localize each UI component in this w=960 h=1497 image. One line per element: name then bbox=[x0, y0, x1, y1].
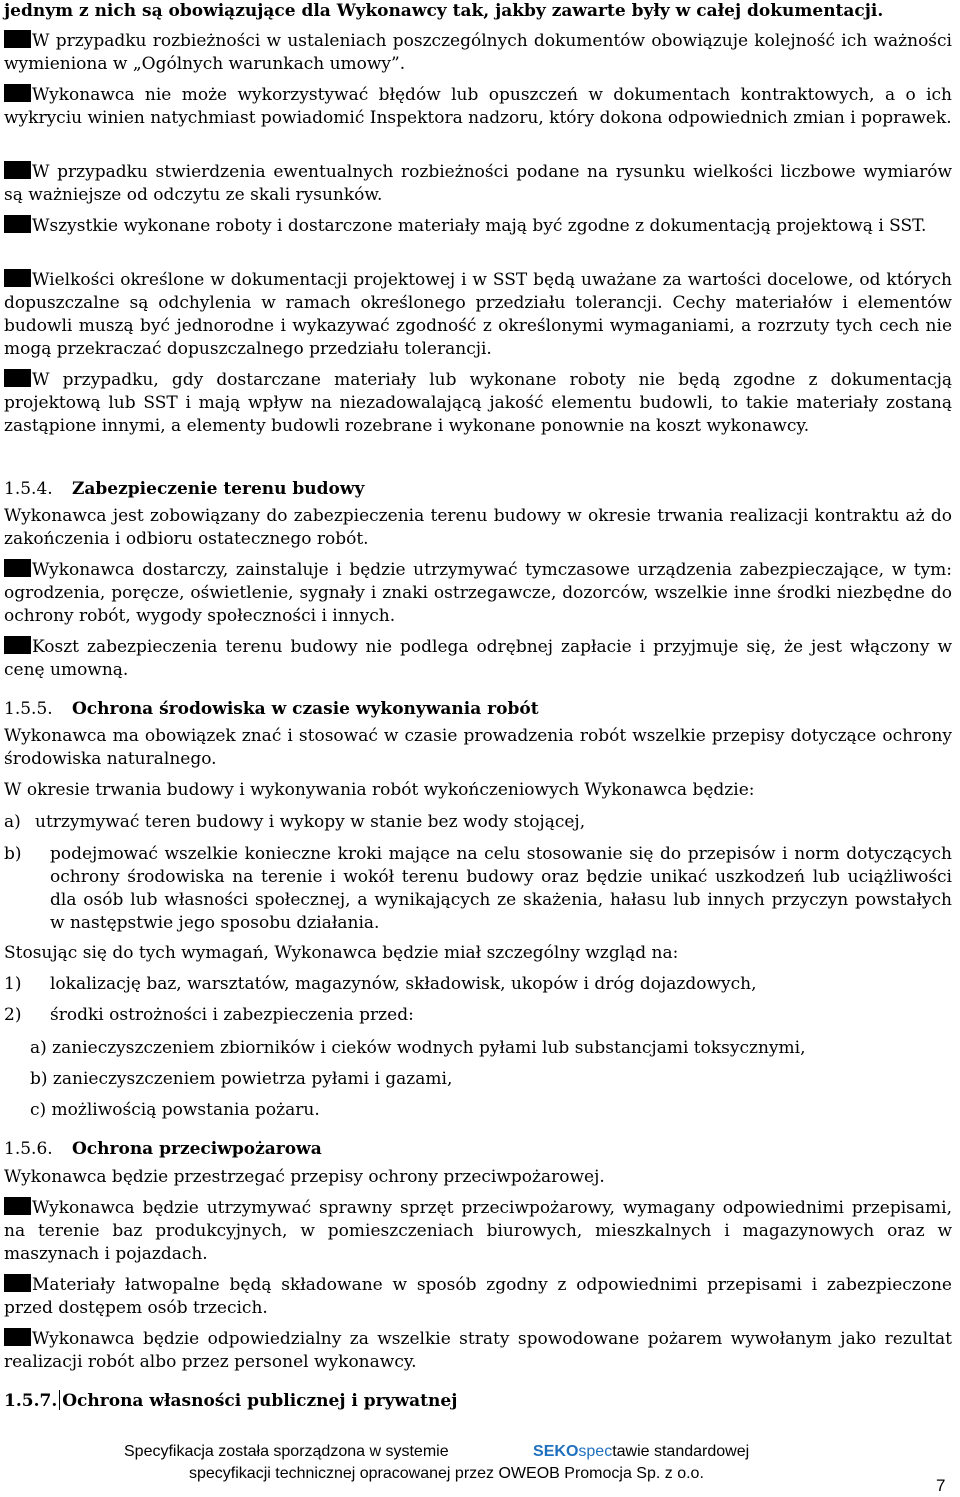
cursor-bar bbox=[59, 1390, 60, 1410]
section-number: 1.5.7. bbox=[4, 1391, 58, 1411]
bullet-marker bbox=[4, 1328, 31, 1346]
paragraph: jednym z nich są obowiązujące dla Wykonawcy tak, jakby zawarte były w całej dokumentacji. bbox=[4, 1, 884, 21]
paragraph bbox=[4, 1274, 952, 1320]
paragraph-text: W przypadku rozbieżności w ustaleniach poszczególnych dokumentów obowiązuje kolejność ich ważności wymieniona w „Ogólnych warunkach umowy”. bbox=[4, 31, 952, 74]
bullet-marker bbox=[4, 636, 31, 654]
section-title: Ochrona własności publicznej i prywatnej bbox=[62, 1391, 458, 1411]
footer-text: Specyfikacja została sporządzona w systemie bbox=[124, 1443, 449, 1460]
paragraph-text: W przypadku, gdy dostarczane materiały lub wykonane roboty nie będą zgodne z dokumentacją projektową lub SST i mają wpływ na niezadowalającą jakość elementu budowli, to takie materiały zostaną zastąpione innymi, a elementy budowli rozebrane i wykonane ponownie na koszt wykonawcy. bbox=[4, 370, 952, 436]
bullet-marker bbox=[4, 559, 31, 577]
list-marker: 2) bbox=[4, 1005, 22, 1025]
list-item bbox=[4, 1004, 952, 1027]
paragraph bbox=[4, 1197, 952, 1266]
section-heading bbox=[4, 1390, 952, 1413]
paragraph bbox=[4, 215, 952, 238]
section-heading bbox=[4, 478, 952, 501]
paragraph-text: Materiały łatwopalne będą składowane w sposób zgodny z odpowiednimi przepisami i zabezpieczone przed dostępem osób trzecich. bbox=[4, 1275, 952, 1318]
section-title: Ochrona środowiska w czasie wykonywania robót bbox=[72, 699, 539, 719]
section-title: Ochrona przeciwpożarowa bbox=[72, 1139, 322, 1159]
paragraph: W okresie trwania budowy i wykonywania robót wykończeniowych Wykonawca będzie: bbox=[4, 780, 755, 800]
list-item-text: lokalizację baz, warsztatów, magazynów, składowisk, ukopów i dróg dojazdowych, bbox=[50, 974, 757, 994]
section-heading bbox=[4, 1138, 952, 1161]
list-marker: a) bbox=[4, 812, 21, 832]
list-marker: b) bbox=[4, 844, 22, 864]
list-item bbox=[4, 973, 952, 996]
sub-list-item: c) możliwością powstania pożaru. bbox=[30, 1100, 320, 1120]
section-title: Zabezpieczenie terenu budowy bbox=[72, 479, 365, 499]
paragraph: Stosując się do tych wymagań, Wykonawca będzie miał szczególny wzgląd na: bbox=[4, 943, 679, 963]
sub-list-item: a) zanieczyszczeniem zbiorników i cieków wodnych pyłami lub substancjami toksycznymi, bbox=[30, 1038, 806, 1058]
paragraph bbox=[4, 84, 952, 130]
list-item-text: podejmować wszelkie konieczne kroki mające na celu stosowanie się do przepisów i norm dotyczących ochrony środowiska na terenie i wokół terenu budowy oraz będzie unikać uszkodzeń lub uciążliwości dla osób lub własności społecznej, a wynikających ze skażenia, hałasu lub innych przyczyn powstałych w następstwie jego sposobu działania. bbox=[50, 844, 952, 933]
paragraph-text: Wielkości określone w dokumentacji projektowej i w SST będą uważane za wartości docelowe, od których dopuszczalne są odchylenia w ramach określonego przedziału tolerancji. Cechy materiałów i elementów budowli muszą być jednorodne i wykazywać zgodność z określonymi wymaganiami, a rozrzuty tych cech nie mogą przekraczać dopuszczalnego przedziału tolerancji. bbox=[4, 270, 952, 359]
paragraph-text: Wykonawca będzie utrzymywać sprawny sprzęt przeciwpożarowy, wymagany odpowiednimi przepisami, na terenie baz produkcyjnych, w pomieszczeniach biurowych, mieszkalnych i magazynowych oraz w maszynach i pojazdach. bbox=[4, 1198, 952, 1264]
paragraph bbox=[4, 369, 952, 438]
bullet-marker bbox=[4, 30, 31, 48]
section-heading bbox=[4, 698, 952, 721]
paragraph-text: Wykonawca dostarczy, zainstaluje i będzie utrzymywać tymczasowe urządzenia zabezpieczające, w tym: ogrodzenia, poręcze, oświetlenie, sygnały i znaki ostrzegawcze, dozorców, wszelkie inne środki niezbędne do ochrony robót, wygody społeczności i innych. bbox=[4, 560, 952, 626]
paragraph: Wykonawca będzie przestrzegać przepisy ochrony przeciwpożarowej. bbox=[4, 1167, 605, 1187]
list-item bbox=[4, 811, 952, 834]
paragraph bbox=[4, 1328, 952, 1374]
list-item bbox=[4, 843, 952, 935]
paragraph bbox=[4, 559, 952, 628]
footer-line-2: specyfikacji technicznej opracowanej przez OWEOB Promocja Sp. z o.o. bbox=[189, 1465, 704, 1482]
paragraph bbox=[4, 30, 952, 76]
bullet-marker bbox=[4, 1197, 31, 1215]
paragraph bbox=[4, 161, 952, 207]
seko-logo-part: SEKO bbox=[533, 1443, 579, 1460]
list-item-text: środki ostrożności i zabezpieczenia przed: bbox=[50, 1005, 414, 1025]
paragraph bbox=[4, 269, 952, 361]
bullet-marker bbox=[4, 84, 31, 102]
paragraph-text: Wykonawca będzie odpowiedzialny za wszelkie straty spowodowane pożarem wywołanym jako rezultat realizacji robót albo przez personel wykonawcy. bbox=[4, 1329, 952, 1372]
paragraph: Wykonawca jest zobowiązany do zabezpieczenia terenu budowy w okresie trwania realizacji kontraktu aż do zakończenia i odbioru ostatecznego robót. bbox=[4, 506, 952, 549]
bullet-marker bbox=[4, 1274, 31, 1292]
sub-list-item: b) zanieczyszczeniem powietrza pyłami i gazami, bbox=[30, 1069, 453, 1089]
paragraph-text: Koszt zabezpieczenia terenu budowy nie podlega odrębnej zapłacie i przyjmuje się, że jest włączony w cenę umowną. bbox=[4, 637, 952, 680]
page-number: 7 bbox=[936, 1476, 946, 1495]
bullet-marker bbox=[4, 161, 31, 179]
paragraph-text: Wszystkie wykonane roboty i dostarczone materiały mają być zgodne z dokumentacją projektową i SST. bbox=[32, 216, 927, 236]
paragraph-text: Wykonawca nie może wykorzystywać błędów lub opuszczeń w dokumentach kontraktowych, a o ich wykryciu winien natychmiast powiadomić Inspektora nadzoru, który dokona odpowiednich zmian i poprawek. bbox=[4, 85, 952, 128]
section-number: 1.5.4. bbox=[4, 479, 53, 499]
bullet-marker bbox=[4, 369, 31, 387]
footer-line-1 bbox=[124, 1442, 960, 1462]
section-number: 1.5.6. bbox=[4, 1139, 53, 1159]
paragraph-text: W przypadku stwierdzenia ewentualnych rozbieżności podane na rysunku wielkości liczbowe wymiarów są ważniejsze od odczytu ze skali rysunków. bbox=[4, 162, 952, 205]
paragraph: Wykonawca ma obowiązek znać i stosować w czasie prowadzenia robót wszelkie przepisy dotyczące ochrony środowiska naturalnego. bbox=[4, 726, 952, 769]
bullet-marker bbox=[4, 269, 31, 287]
paragraph bbox=[4, 636, 952, 682]
bullet-marker bbox=[4, 215, 31, 233]
footer-text: tawie standardowej bbox=[612, 1443, 750, 1460]
list-marker: 1) bbox=[4, 974, 22, 994]
list-item-text: utrzymywać teren budowy i wykopy w stanie bez wody stojącej, bbox=[35, 812, 586, 832]
section-number: 1.5.5. bbox=[4, 699, 53, 719]
seko-logo-part: spec bbox=[578, 1443, 613, 1460]
